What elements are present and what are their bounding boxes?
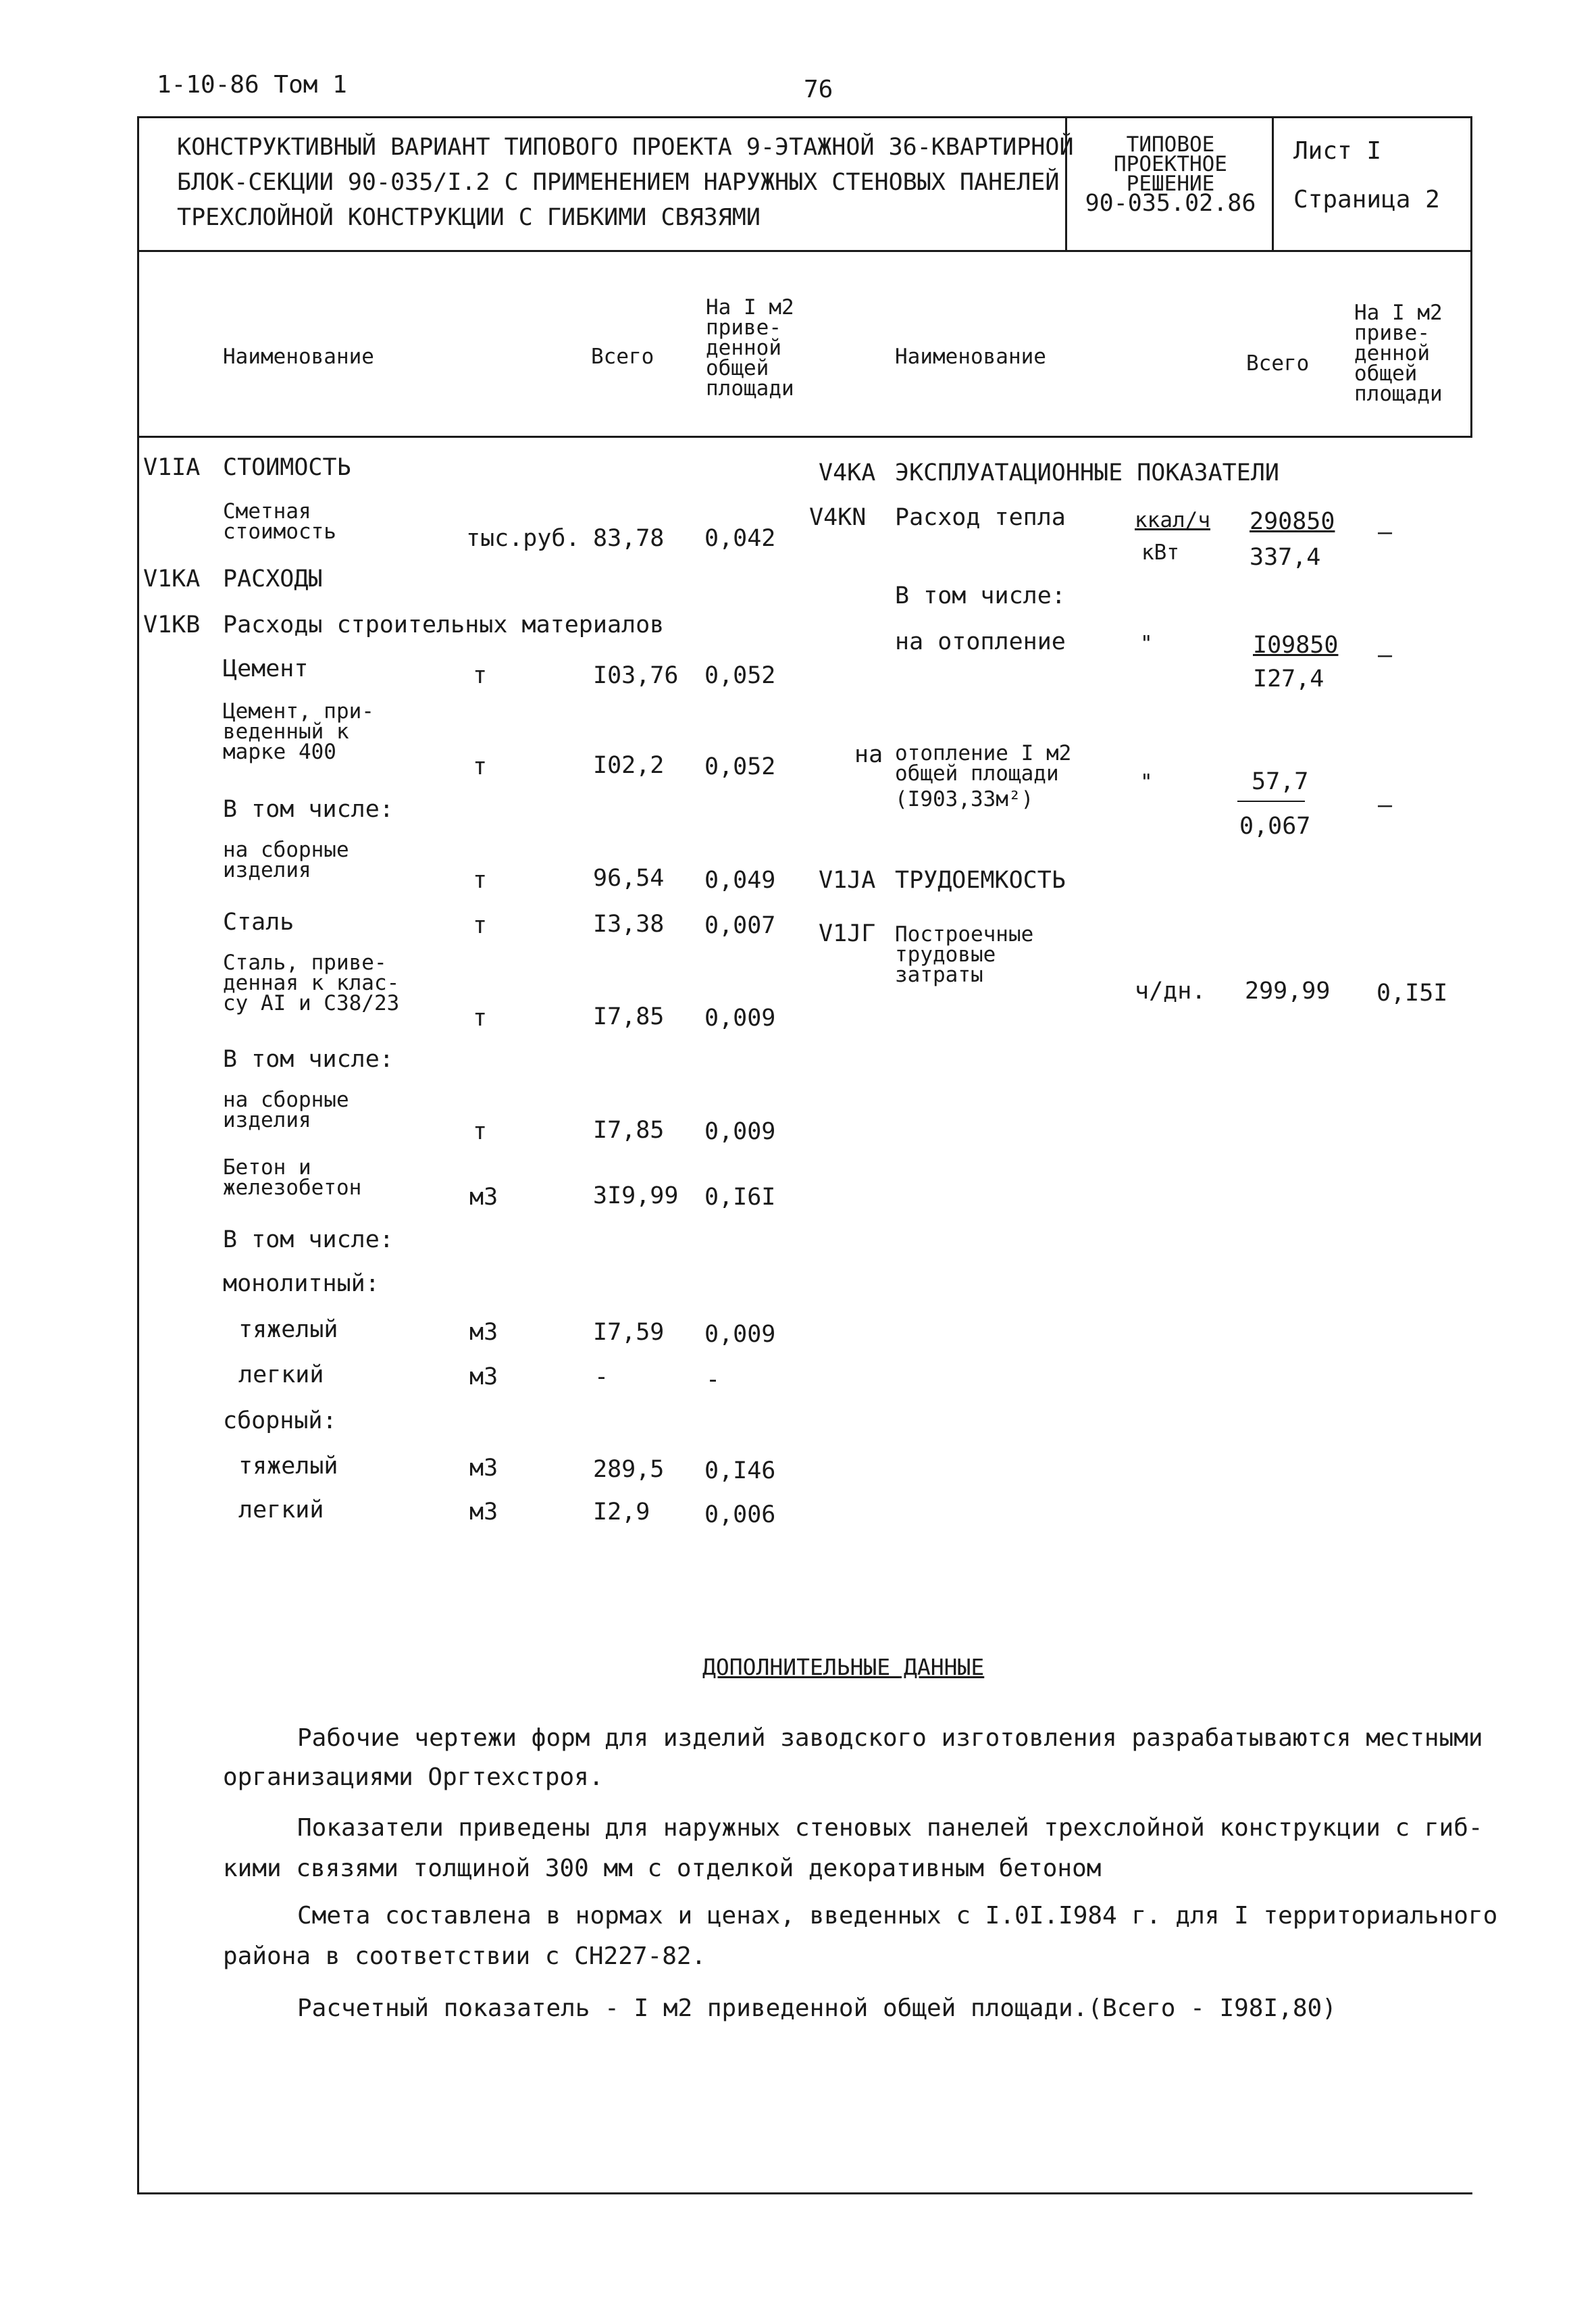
steelA-per: 0,009 xyxy=(704,1005,776,1032)
sec-cost-code: V1IA xyxy=(143,454,201,481)
steelA-total: I7,85 xyxy=(593,1003,665,1030)
title-line-1: КОНСТРУКТИВНЫЙ ВАРИАНТ ТИПОВОГО ПРОЕКТА 9-ЭТАЖНОЙ 36-КВАРТИРНОЙ xyxy=(177,134,1074,161)
prefab1-name xyxy=(223,840,349,880)
solution-line-4: 90-035.02.86 xyxy=(1085,190,1256,217)
header-bottom-line xyxy=(137,436,1472,438)
steel-name: Сталь xyxy=(223,909,294,936)
labor-name-line: трудовые xyxy=(895,942,996,967)
header-total-left: Всего xyxy=(591,345,654,369)
heating-m2-prefix: на xyxy=(854,741,883,768)
est-cost-total: 83,78 xyxy=(593,525,665,552)
sec-exp-code: V1КА xyxy=(143,565,201,593)
header-per-left-line: приве- xyxy=(706,316,781,340)
steelA-name xyxy=(223,953,399,1013)
prefab2-unit: т xyxy=(473,1118,488,1145)
title-block xyxy=(177,130,1074,235)
heating-per: — xyxy=(1378,642,1393,669)
heating-m2-name xyxy=(895,743,1071,809)
prefab2-total: I7,85 xyxy=(593,1117,665,1144)
sec-labor-name: ТРУДОЕМКОСТЬ xyxy=(895,867,1066,894)
incl-3: В том числе: xyxy=(223,1226,394,1253)
concrete-name-line: железобетон xyxy=(223,1176,362,1200)
concrete-per: 0,I6I xyxy=(704,1184,776,1211)
right-incl: В том числе: xyxy=(895,582,1066,609)
heating-unit: " xyxy=(1140,632,1153,656)
prefab1-per: 0,049 xyxy=(704,867,776,894)
note-1-line-2: организациями Оргтехстроя. xyxy=(223,1763,604,1791)
note-4: Расчетный показатель - I м2 приведенной общей площади.(Всего - I98I,80) xyxy=(297,1994,1337,2022)
cement400-name-line: веденный к xyxy=(223,720,349,744)
cement-unit: т xyxy=(473,662,488,689)
concrete-name-line: Бетон и xyxy=(223,1155,311,1180)
sec-exp-name: РАСХОДЫ xyxy=(223,565,323,593)
heating-m2-unit: " xyxy=(1140,770,1153,795)
pre-heavy-unit: м3 xyxy=(469,1455,498,1482)
header-per-left-line: На I м2 xyxy=(706,295,794,320)
prefab2-name-line: на сборные xyxy=(223,1088,349,1112)
sec-cost-name: СТОИМОСТЬ xyxy=(223,454,351,481)
doc-ref: 1-10-86 Том 1 xyxy=(157,71,347,99)
header-total-right: Всего xyxy=(1246,351,1310,376)
note-1-line-1: Рабочие чертежи форм для изделий заводского изготовления разрабатываются местными xyxy=(297,1724,1483,1752)
heating-m2-per: — xyxy=(1378,792,1393,819)
cement400-total: I02,2 xyxy=(593,752,665,779)
steel-per: 0,007 xyxy=(704,912,776,939)
title-line-3: ТРЕХСЛОЙНОЙ КОНСТРУКЦИИ С ГИБКИМИ СВЯЗЯМИ xyxy=(177,204,761,231)
solution-line-2: ПРОЕКТНОЕ xyxy=(1114,152,1227,176)
steelA-name-line: су AI и C38/23 xyxy=(223,991,400,1015)
header-per-left-line: денной xyxy=(706,336,781,360)
heating-m2-bottom: 0,067 xyxy=(1239,813,1311,840)
header-per-left-line: общей xyxy=(706,356,769,380)
cement400-per: 0,052 xyxy=(704,753,776,780)
cement-total: I03,76 xyxy=(593,662,679,689)
steelA-name-line: Сталь, приве- xyxy=(223,951,387,975)
sec-labor-code: V1JA xyxy=(819,867,876,894)
incl-1: В том числе: xyxy=(223,796,394,823)
cement-per: 0,052 xyxy=(704,662,776,689)
heating-m2-name-line: (I903,33м²) xyxy=(895,787,1034,811)
cement-name: Цемент xyxy=(223,655,309,682)
mono-heavy-total: I7,59 xyxy=(593,1319,665,1346)
steel-unit: т xyxy=(473,912,488,939)
sheet-label: Лист I xyxy=(1293,137,1382,165)
cement400-name-line: марке 400 xyxy=(223,740,336,764)
heating-m2-fraction-bar xyxy=(1237,801,1305,802)
incl-2: В том числе: xyxy=(223,1046,394,1073)
header-per-left xyxy=(706,297,794,399)
pre-light-unit: м3 xyxy=(469,1499,498,1526)
heating-m2-top: 57,7 xyxy=(1252,768,1309,795)
note-2-line-1: Показатели приведены для наружных стеновых панелей трехслойной конструкции с гиб- xyxy=(297,1814,1483,1842)
note-3-line-2: района в соответствии с СН227-82. xyxy=(223,1942,706,1970)
sec-ops-code: V4КА xyxy=(819,459,876,486)
header-per-right-line: денной xyxy=(1354,341,1430,366)
header-per-right-line: площади xyxy=(1354,382,1443,406)
frame-left xyxy=(137,116,139,2194)
labor-total: 299,99 xyxy=(1245,978,1331,1005)
est-cost-unit: тыс.руб. xyxy=(466,525,580,552)
heating-total-top: I09850 xyxy=(1253,632,1339,659)
header-name-left: Наименование xyxy=(223,345,374,369)
labor-name-line: затраты xyxy=(895,963,983,987)
heating-total-bottom: I27,4 xyxy=(1253,665,1324,693)
title-line-2: БЛОК-СЕКЦИИ 90-035/I.2 С ПРИМЕНЕНИЕМ НАРУЖНЫХ СТЕНОВЫХ ПАНЕЛЕЙ xyxy=(177,169,1060,196)
heating-m2-name-line: общей площади xyxy=(895,761,1059,786)
title-divider-2 xyxy=(1272,116,1274,251)
page-number: 76 xyxy=(804,76,833,103)
labor-per: 0,I5I xyxy=(1376,980,1448,1007)
prefab2-per: 0,009 xyxy=(704,1118,776,1145)
steelA-name-line: денная к клас- xyxy=(223,971,400,995)
est-cost-name xyxy=(223,501,336,542)
prefab2-name-line: изделия xyxy=(223,1108,311,1132)
heat-total-bottom: 337,4 xyxy=(1250,544,1321,571)
prefab-group-label: сборный: xyxy=(223,1407,337,1434)
mono-heavy-per: 0,009 xyxy=(704,1321,776,1348)
mono-light-per: - xyxy=(706,1366,721,1393)
cement400-unit: т xyxy=(473,753,488,780)
est-cost-name-line: стоимость xyxy=(223,520,336,544)
prefab1-unit: т xyxy=(473,867,488,894)
heating-name: на отопление xyxy=(895,628,1066,655)
header-per-right xyxy=(1354,303,1443,404)
heat-unit-bottom: кВт xyxy=(1141,540,1179,565)
pre-heavy-name: тяжелый xyxy=(238,1453,338,1480)
monolithic-label: монолитный: xyxy=(223,1270,380,1297)
steel-total: I3,38 xyxy=(593,911,665,938)
mono-heavy-name: тяжелый xyxy=(238,1316,338,1343)
heat-per: — xyxy=(1378,519,1393,546)
heating-m2-name-line: отопление I м2 xyxy=(895,741,1072,765)
pre-heavy-per: 0,I46 xyxy=(704,1457,776,1484)
sec-mat-name: Расходы строительных материалов xyxy=(223,611,665,638)
header-per-right-line: общей xyxy=(1354,361,1418,386)
heat-total-top: 290850 xyxy=(1250,508,1335,535)
prefab1-name-line: изделия xyxy=(223,858,311,882)
header-name-right: Наименование xyxy=(895,345,1046,369)
pre-light-per: 0,006 xyxy=(704,1501,776,1528)
labor-name xyxy=(895,924,1033,985)
pre-light-total: I2,9 xyxy=(593,1499,650,1526)
labor-name-line: Построечные xyxy=(895,922,1034,947)
notes-heading: ДОПОЛНИТЕЛЬНЫЕ ДАННЫЕ xyxy=(702,1654,985,1680)
sec-ops-name: ЭКСПЛУАТАЦИОННЫЕ ПОКАЗАТЕЛИ xyxy=(895,459,1279,486)
cement400-name-line: Цемент, при- xyxy=(223,699,374,724)
header-per-left-line: площади xyxy=(706,376,794,401)
cement400-name xyxy=(223,701,374,762)
mono-heavy-unit: м3 xyxy=(469,1319,498,1346)
steelA-unit: т xyxy=(473,1005,488,1032)
est-cost-name-line: Сметная xyxy=(223,499,311,524)
mono-light-total: - xyxy=(594,1363,609,1390)
frame-right xyxy=(1470,116,1472,438)
pre-heavy-total: 289,5 xyxy=(593,1456,665,1483)
sec-mat-code: V1КВ xyxy=(143,611,201,638)
labor-code: V1JГ xyxy=(819,920,876,947)
prefab1-name-line: на сборные xyxy=(223,838,349,862)
concrete-name xyxy=(223,1157,361,1198)
heat-unit-top: ккал/ч xyxy=(1135,508,1210,532)
heat-code: V4КN xyxy=(809,504,867,531)
note-3-line-1: Смета составлена в нормах и ценах, введенных с I.0I.I984 г. для I территориального xyxy=(297,1902,1498,1930)
mono-light-unit: м3 xyxy=(469,1363,498,1390)
note-2-line-2: кими связями толщиной 300 мм с отделкой декоративным бетоном xyxy=(223,1855,1102,1882)
solution-line-1: ТИПОВОЕ xyxy=(1126,132,1215,157)
prefab1-total: 96,54 xyxy=(593,865,665,892)
prefab2-name xyxy=(223,1090,349,1130)
header-per-right-line: приве- xyxy=(1354,321,1430,345)
solution-line-3: РЕШЕНИЕ xyxy=(1126,172,1215,196)
header-per-right-line: На I м2 xyxy=(1354,301,1443,325)
concrete-unit: м3 xyxy=(469,1184,498,1211)
mono-light-name: легкий xyxy=(238,1361,324,1388)
pre-light-name: легкий xyxy=(238,1496,324,1524)
labor-unit: ч/дн. xyxy=(1135,978,1206,1005)
page-label: Страница 2 xyxy=(1293,186,1440,213)
est-cost-per: 0,042 xyxy=(704,525,776,552)
solution-block xyxy=(1076,132,1265,217)
frame-bottom xyxy=(137,2192,1472,2194)
heat-name: Расход тепла xyxy=(895,504,1066,531)
concrete-total: 3I9,99 xyxy=(593,1182,679,1209)
